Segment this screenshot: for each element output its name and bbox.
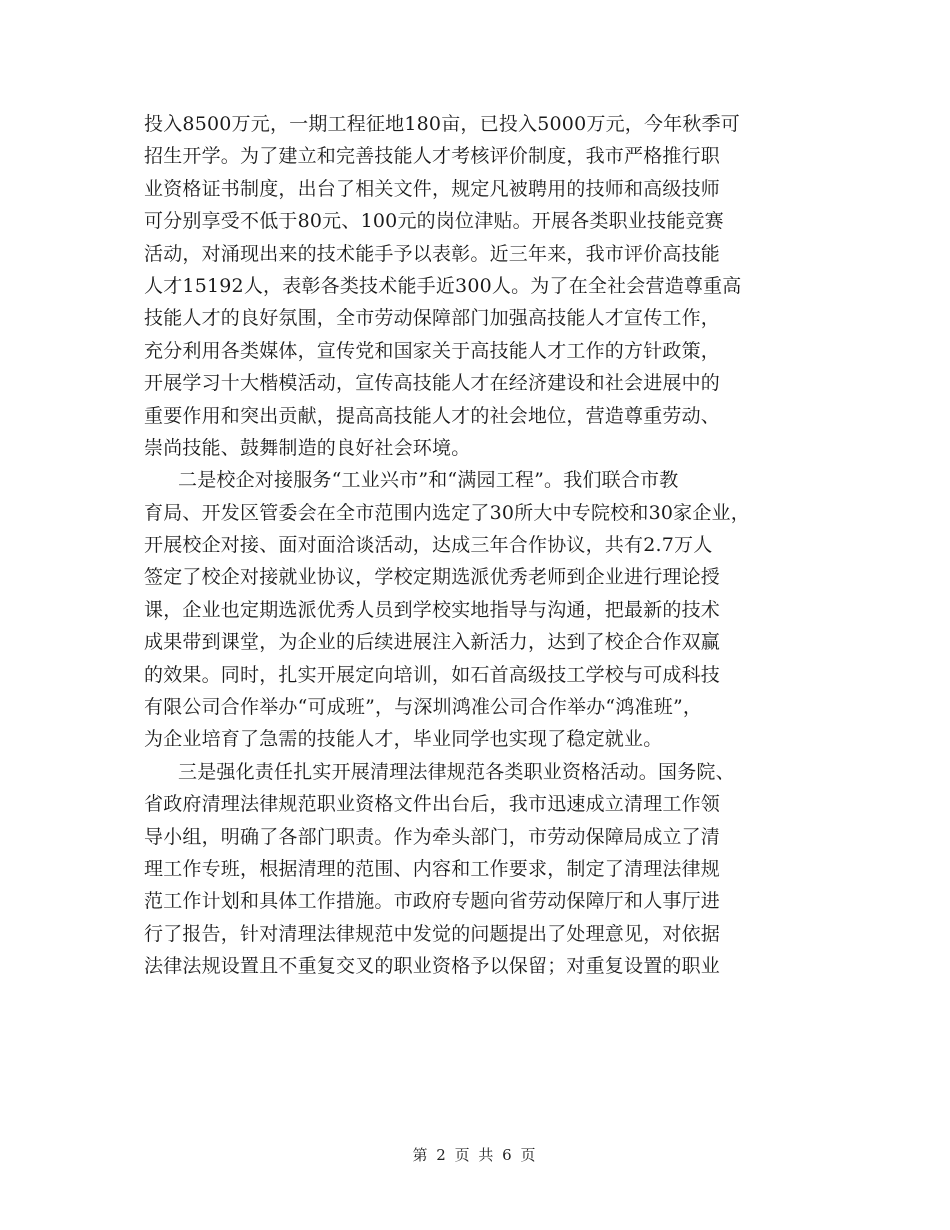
text-line: 活动，对涌现出来的技术能手予以表彰。近三年来，我市评价高技能 <box>144 242 721 265</box>
text-line: 人才15192人，表彰各类技术能手近300人。为了在全社会营造尊重高 <box>144 274 742 297</box>
page-footer: 第 2 页 共 6 页 <box>412 1146 538 1164</box>
text-line: 充分利用各类媒体，宣传党和国家关于高技能人才工作的方针政策， <box>144 339 721 362</box>
text-line: 二是校企对接服务“工业兴市”和“满园工程”。我们联合市教 <box>178 469 679 492</box>
text-line: 招生开学。为了建立和完善技能人才考核评价制度，我市严格推行职 <box>144 145 721 168</box>
text-line: 理工作专班，根据清理的范围、内容和工作要求，制定了清理法律规 <box>144 857 721 880</box>
text-line: 的效果。同时，扎实开展定向培训，如石首高级技工学校与可成科技 <box>144 663 721 686</box>
text-line: 有限公司合作举办“可成班”，与深圳鸿准公司合作举办“鸿准班”， <box>144 696 703 719</box>
text-line: 育局、开发区管委会在全市范围内选定了30所大中专院校和30家企业， <box>144 501 750 524</box>
text-line: 投入8500万元，一期工程征地180亩，已投入5000万元，今年秋季可 <box>144 113 740 135</box>
text-line: 行了报告，针对清理法律规范中发觉的问题提出了处理意见，对依据 <box>144 922 721 945</box>
text-line: 导小组，明确了各部门职责。作为牵头部门，市劳动保障局成立了清 <box>144 825 721 848</box>
text-line: 范工作计划和具体工作措施。市政府专题向省劳动保障厅和人事厅进 <box>144 890 721 913</box>
text-line: 崇尚技能、鼓舞制造的良好社会环境。 <box>144 436 471 459</box>
text-line: 课，企业也定期选派优秀人员到学校实地指导与沟通，把最新的技术 <box>144 598 721 621</box>
text-line: 三是强化责任扎实开展清理法律规范各类职业资格活动。国务院、 <box>178 760 735 783</box>
text-line: 技能人才的良好氛围，全市劳动保障部门加强高技能人才宣传工作， <box>144 307 721 330</box>
text-line: 为企业培育了急需的技能人才，毕业同学也实现了稳定就业。 <box>144 728 663 751</box>
body-text <box>144 108 816 983</box>
text-line: 法律法规设置且不重复交叉的职业资格予以保留；对重复设置的职业 <box>144 955 721 978</box>
text-line: 可分别享受不低于80元、100元的岗位津贴。开展各类职业技能竞赛 <box>144 210 724 233</box>
text-line: 业资格证书制度，出台了相关文件，规定凡被聘用的技师和高级技师 <box>144 177 721 200</box>
text-line: 省政府清理法律规范职业资格文件出台后，我市迅速成立清理工作领 <box>144 793 721 816</box>
text-line: 成果带到课堂，为企业的后续进展注入新活力，达到了校企合作双赢 <box>144 631 721 654</box>
text-line: 开展学习十大楷模活动，宣传高技能人才在经济建设和社会进展中的 <box>144 372 721 395</box>
text-line: 重要作用和突出贡献，提高高技能人才的社会地位，营造尊重劳动、 <box>144 404 721 427</box>
text-line: 开展校企对接、面对面洽谈活动，达成三年合作协议，共有2.7万人 <box>144 534 713 557</box>
text-line: 签定了校企对接就业协议，学校定期选派优秀老师到企业进行理论授 <box>144 566 721 589</box>
